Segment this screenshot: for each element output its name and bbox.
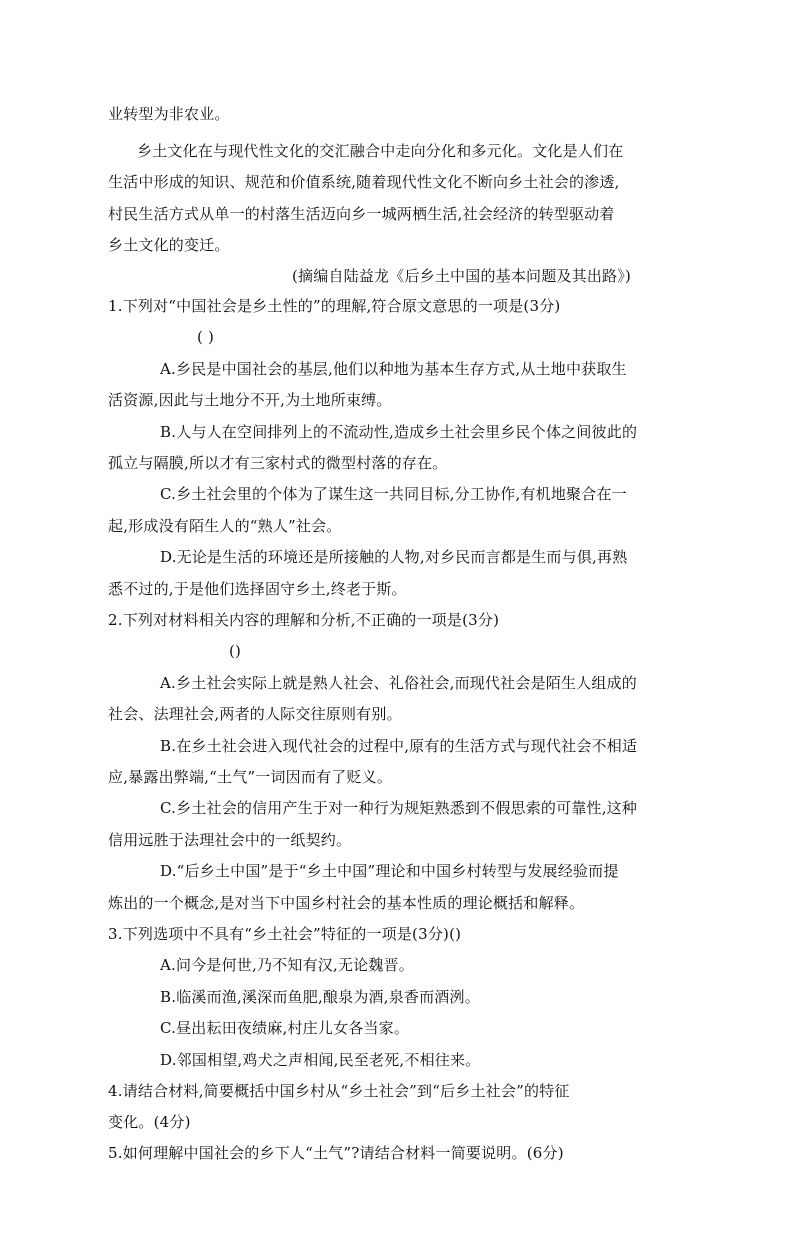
question-stem-line: 变化。(4分)	[108, 1113, 191, 1131]
question-stem: 1.下列对“中国社会是乡土性的”的理解,符合原文意思的一项是(3分)	[108, 297, 561, 315]
passage-line: 业转型为非农业。	[108, 105, 230, 123]
option-line: D.无论是生活的环境还是所接触的人物,对乡民而言都是生而与俱,再熟	[160, 548, 628, 566]
question-stem: 4.请结合材料,简要概括中国乡村从“乡土社会”到“后乡土社会”的特征	[108, 1082, 570, 1100]
option-line: B.在乡土社会进入现代社会的过程中,原有的生活方式与现代社会不相适	[160, 737, 638, 755]
option-line: 应,暴露出弊端,“土气”一词因而有了贬义。	[108, 768, 393, 786]
option-line: A.乡土社会实际上就是熟人社会、礼俗社会,而现代社会是陌生人组成的	[160, 674, 637, 692]
paragraph-line: 乡土文化在与现代性文化的交汇融合中走向分化和多元化。文化是人们在	[137, 142, 624, 160]
paragraph-line: 村民生活方式从单一的村落生活迈向乡一城两栖生活,社会经济的转型驱动着	[108, 205, 615, 223]
option-line: 炼出的一个概念,是对当下中国乡村社会的基本性质的理论概括和解释。	[108, 894, 585, 912]
option-line: 孤立与隔膜,所以才有三家村式的微型村落的存在。	[108, 454, 448, 472]
option-line: 悉不过的,于是他们选择固守乡土,终老于斯。	[108, 580, 407, 598]
option-line: A.乡民是中国社会的基层,他们以种地为基本生存方式,从土地中获取生	[160, 360, 627, 378]
option-line: D.“后乡土中国”是于“乡土中国”理论和中国乡村转型与发展经验而提	[160, 862, 619, 880]
option-line: B.人与人在空间排列上的不流动性,造成乡土社会里乡民个体之间彼此的	[160, 423, 638, 441]
option-line: 活资源,因此与土地分不开,为土地所束缚。	[108, 391, 392, 409]
paragraph-line: 生活中形成的知识、规范和价值系统,随着现代性文化不断向乡土社会的渗透,	[108, 173, 620, 191]
option-a: A.问今是何世,乃不知有汉,无论魏晋。	[160, 956, 414, 974]
source-citation: (摘编自陆益龙《后乡土中国的基本问题及其出路》)	[292, 267, 632, 285]
answer-blank[interactable]: ( )	[197, 328, 215, 346]
paragraph-line: 乡土文化的变迁。	[108, 236, 230, 254]
question-stem: 5.如何理解中国社会的乡下人“土气”?请结合材料一简要说明。(6分)	[108, 1144, 564, 1162]
answer-blank[interactable]: ()	[229, 642, 242, 660]
option-line: C.乡土社会里的个体为了谋生这一共同目标,分工协作,有机地聚合在一	[160, 485, 627, 503]
option-line: 起,形成没有陌生人的“熟人”社会。	[108, 517, 342, 535]
option-d: D.邻国相望,鸡犬之声相闻,民至老死,不相往来。	[160, 1051, 481, 1069]
question-stem: 2.下列对材料相关内容的理解和分析,不正确的一项是(3分)	[108, 611, 500, 629]
option-c: C.昼出耘田夜绩麻,村庄儿女各当家。	[160, 1019, 410, 1037]
question-stem: 3.下列选项中不具有“乡土社会”特征的一项是(3分)()	[108, 925, 462, 943]
option-line: 社会、法理社会,两者的人际交往原则有别。	[108, 705, 402, 723]
option-b: B.临溪而渔,溪深而鱼肥,酿泉为酒,泉香而酒洌。	[160, 988, 480, 1006]
option-line: 信用远胜于法理社会中的一纸契约。	[108, 831, 352, 849]
option-line: C.乡土社会的信用产生于对一种行为规矩熟悉到不假思索的可靠性,这种	[160, 799, 638, 817]
